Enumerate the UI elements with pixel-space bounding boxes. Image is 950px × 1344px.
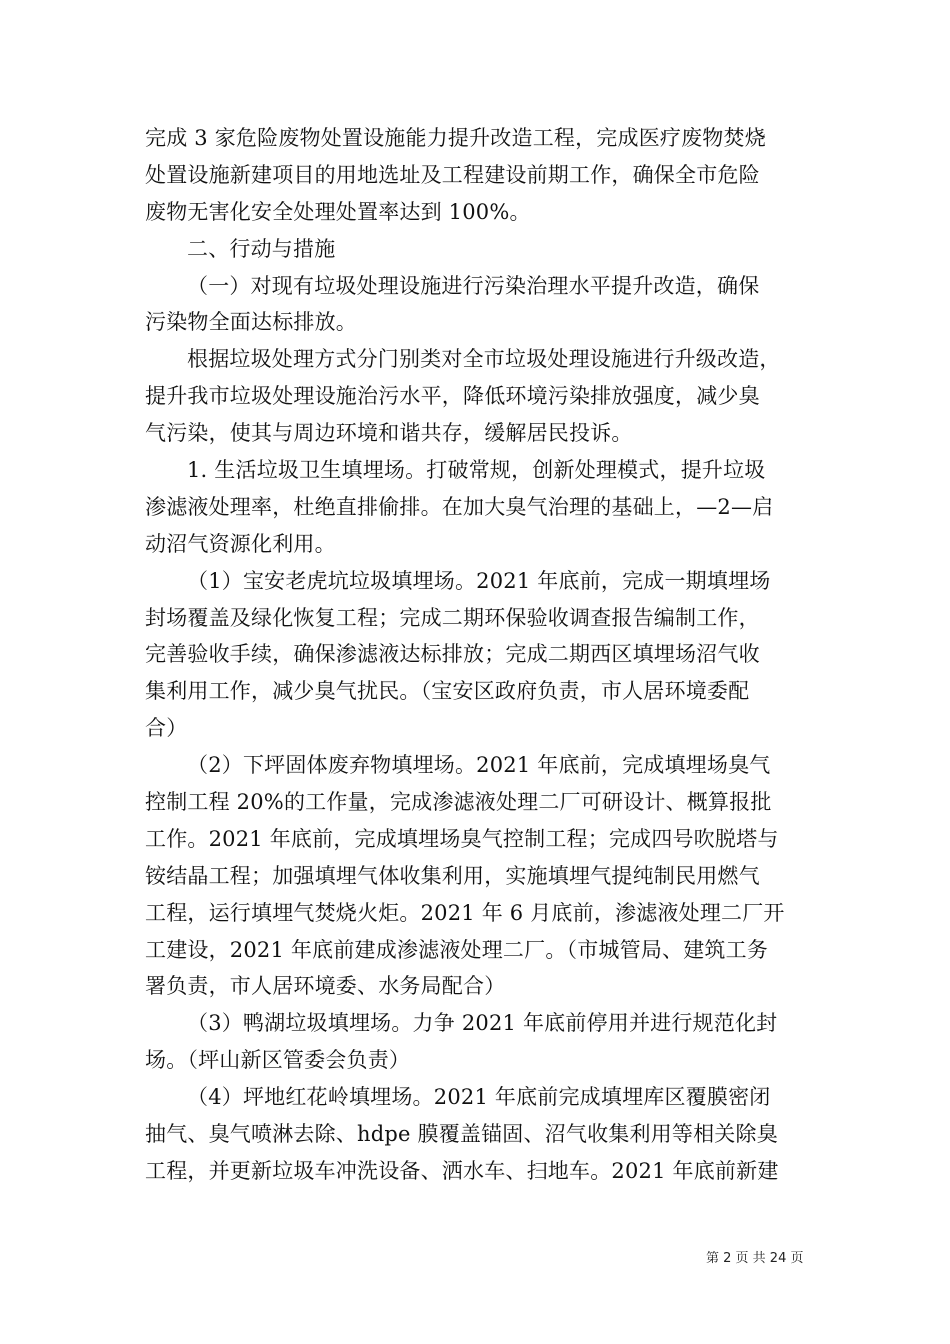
text-line: 场。（坪山新区管委会负责） [145, 1048, 411, 1073]
text-line: 工程，并更新垃圾车冲洗设备、洒水车、扫地车。2021 年底前新建 [145, 1158, 779, 1183]
page-number: 第 2 页 共 24 页 [706, 1251, 804, 1266]
text-line: （2）下坪固体废弃物填埋场。2021 年底前，完成填埋场臭气 [187, 753, 771, 778]
text-line: 控制工程 20%的工作量，完成渗滤液处理二厂可研设计、概算报批 [145, 790, 772, 815]
text-line: 工程，运行填埋气焚烧火炬。2021 年 6 月底前，渗滤液处理二厂开 [145, 900, 785, 925]
text-line: 完善验收手续，确保渗滤液达标排放；完成二期西区填埋场沼气收 [145, 642, 760, 667]
text-line: 处置设施新建项目的用地选址及工程建设前期工作，确保全市危险 [145, 162, 760, 187]
text-line: 提升我市垃圾处理设施治污水平，降低环境污染排放强度，减少臭 [145, 384, 760, 409]
text-line: 封场覆盖及绿化恢复工程；完成二期环保验收调查报告编制工作， [145, 605, 760, 630]
text-line: 二、行动与措施 [187, 236, 336, 261]
text-line: （4）坪地红花岭填埋场。2021 年底前完成填埋库区覆膜密闭 [187, 1085, 771, 1110]
text-line: 合） [145, 716, 188, 741]
document-body [145, 120, 810, 1190]
text-line: 气污染，使其与周边环境和谐共存，缓解居民投诉。 [145, 421, 633, 446]
text-line: 铵结晶工程；加强填埋气体收集利用，实施填埋气提纯制民用燃气 [145, 863, 760, 888]
text-line: 署负责，市人居环境委、水务局配合） [145, 974, 506, 999]
text-line: 污染物全面达标排放。 [145, 310, 357, 335]
text-line: 根据垃圾处理方式分门别类对全市垃圾处理设施进行升级改造， [187, 347, 781, 372]
text-line: 工建设，2021 年底前建成渗滤液处理二厂。（市城管局、建筑工务 [145, 937, 769, 962]
text-line: 工作。2021 年底前，完成填埋场臭气控制工程；完成四号吹脱塔与 [145, 826, 779, 851]
text-line: 动沼气资源化利用。 [145, 531, 336, 556]
text-line: 1. 生活垃圾卫生填埋场。打破常规，创新处理模式，提升垃圾 [187, 458, 766, 483]
text-line: （3）鸭湖垃圾填埋场。力争 2021 年底前停用并进行规范化封 [187, 1011, 778, 1036]
text-line: 废物无害化安全处理处置率达到 100%。 [145, 199, 531, 224]
text-line: 集利用工作，减少臭气扰民。（宝安区政府负责，市人居环境委配 [145, 679, 750, 704]
text-line: 完成 3 家危险废物处置设施能力提升改造工程，完成医疗废物焚烧 [145, 126, 766, 150]
text-line: （一）对现有垃圾处理设施进行污染治理水平提升改造，确保 [187, 273, 760, 298]
text-line: 抽气、臭气喷淋去除、hdpe 膜覆盖锚固、沼气收集利用等相关除臭 [145, 1122, 778, 1147]
text-line: 渗滤液处理率，杜绝直排偷排。在加大臭气治理的基础上，—2—启 [145, 494, 774, 519]
text-line: （1）宝安老虎坑垃圾填埋场。2021 年底前，完成一期填埋场 [187, 568, 771, 593]
